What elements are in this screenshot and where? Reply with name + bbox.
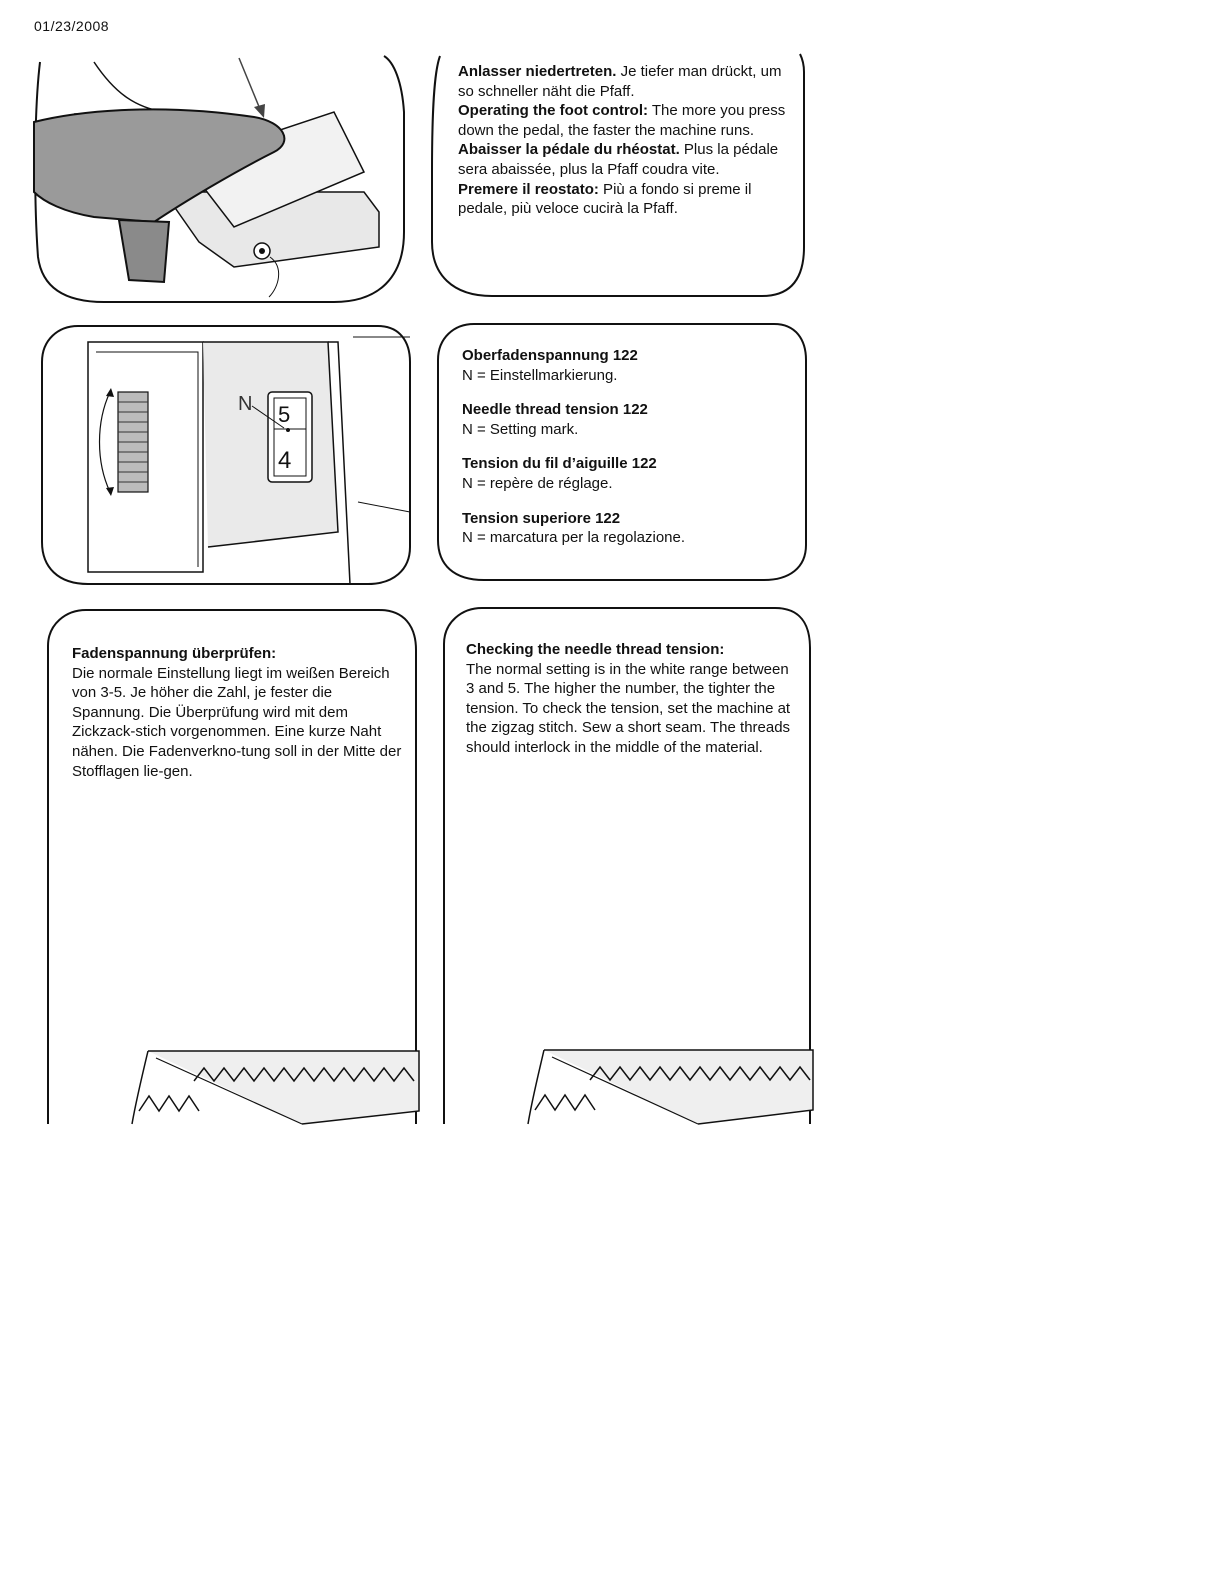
dial-number-top: 5 (278, 402, 291, 427)
fabric-layer-top (148, 1051, 419, 1124)
foot-control-de: Anlasser niedertreten. Je tiefer man drückt, um so schneller näht die Pfaff. (458, 63, 782, 100)
tension-de: Oberfadenspannung 122 N = Einstellmarkierung. (462, 347, 638, 384)
foot-control-it: Premere il reostato: Più a fondo si preme il pedale, più veloce cucirà la Pfaff. (458, 180, 752, 218)
fabric-layer-top (544, 1050, 813, 1124)
foot-control-text-panel (432, 52, 806, 298)
tension-dial-illustration-panel (38, 322, 412, 586)
tension-dial-illustration (38, 322, 412, 586)
check-tension-en-panel (440, 604, 814, 1124)
foot-pedal-illustration (34, 52, 406, 304)
foot-control-fr: Abaisser la pédale du rhéostat. Plus la pédale sera abaissée, plus la Pfaff coudra vite. (458, 141, 779, 178)
dial-label-n: N (238, 393, 253, 415)
dial-number-bottom: 4 (278, 447, 292, 474)
tension-fr: Tension du fil d’aiguille 122 N = repère de réglage. (462, 455, 657, 492)
check-en-text: Checking the needle thread tension: The normal setting is in the white range between 3 and 5. The higher the number, the tighter the tension. To check the tension, set the machine at the zigzag stitch. Sew a short seam. The threads should interlock in the middle of the material. (466, 641, 791, 756)
tension-it: Tension superiore 122 N = marcatura per la regolazione. (462, 509, 686, 547)
page-date: 01/23/2008 (34, 18, 110, 34)
zigzag-stitch-bottom (139, 1096, 199, 1111)
tension-text-panel (434, 320, 808, 582)
foot-pedal-illustration-panel (34, 52, 406, 304)
tension-en: Needle thread tension 122 N = Setting mark. (462, 401, 648, 438)
check-tension-de-panel (44, 606, 420, 1124)
foot-control-en: Operating the foot control: The more you press down the pedal, the faster the machine runs. (458, 102, 786, 139)
check-de-text: Fadenspannung überprüfen: Die normale Einstellung liegt im weißen Bereich von 3-5. Je höher die Zahl, je fester die Spannung. Die Überprüfung wird mit dem Zickzack-stich vorgenommen. Eine kurze Naht nähen. Die Fadenverkno-tung soll in der Mitte der Stofflagen lie-gen. (72, 645, 402, 780)
zigzag-stitch-bottom (535, 1095, 595, 1110)
